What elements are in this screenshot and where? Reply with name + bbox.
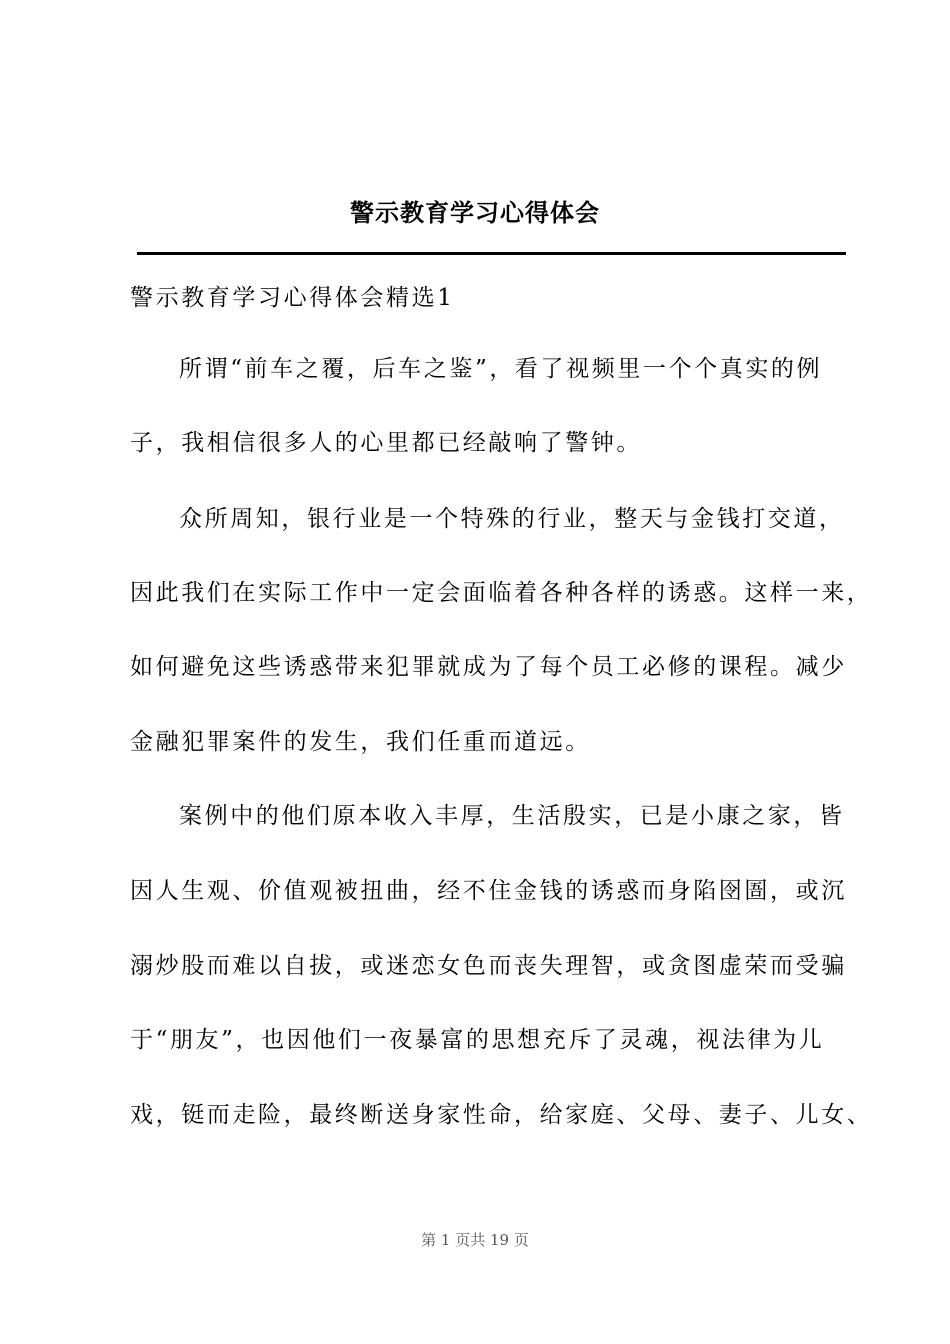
paragraph-line: 案例中的他们原本收入丰厚，生活殷实，已是小康之家，皆 xyxy=(179,803,845,829)
section-heading: 警示教育学习心得体会精选1 xyxy=(130,285,455,311)
paragraph-line: 戏，铤而走险，最终断送身家性命，给家庭、父母、妻子、儿女、 xyxy=(130,1102,873,1128)
paragraph-line: 子，我相信很多人的心里都已经敲响了警钟。 xyxy=(130,430,642,456)
paragraph-line: 如何避免这些诱惑带来犯罪就成为了每个员工必修的课程。减少 xyxy=(130,654,847,680)
document-title: 警示教育学习心得体会 xyxy=(350,198,600,227)
paragraph-line: 因此我们在实际工作中一定会面临着各种各样的诱惑。这样一来， xyxy=(130,580,873,606)
page-number-footer: 第 1 页共 19 页 xyxy=(421,1231,529,1249)
paragraph-line: 溺炒股而难以自拔，或迷恋女色而丧失理智，或贪图虚荣而受骗 xyxy=(130,953,847,979)
paragraph-line: 众所周知，银行业是一个特殊的行业，整天与金钱打交道， xyxy=(179,506,845,532)
paragraph-line: 金融犯罪案件的发生，我们任重而道远。 xyxy=(130,729,591,755)
title-underline xyxy=(137,252,846,255)
paragraph-line: 所谓“前车之覆，后车之鉴”，看了视频里一个个真实的例 xyxy=(179,356,823,382)
paragraph-line: 于“朋友”，也因他们一夜暴富的思想充斥了灵魂，视法律为儿 xyxy=(130,1027,825,1053)
paragraph-line: 因人生观、价值观被扭曲，经不住金钱的诱惑而身陷囹圄，或沉 xyxy=(130,878,847,904)
